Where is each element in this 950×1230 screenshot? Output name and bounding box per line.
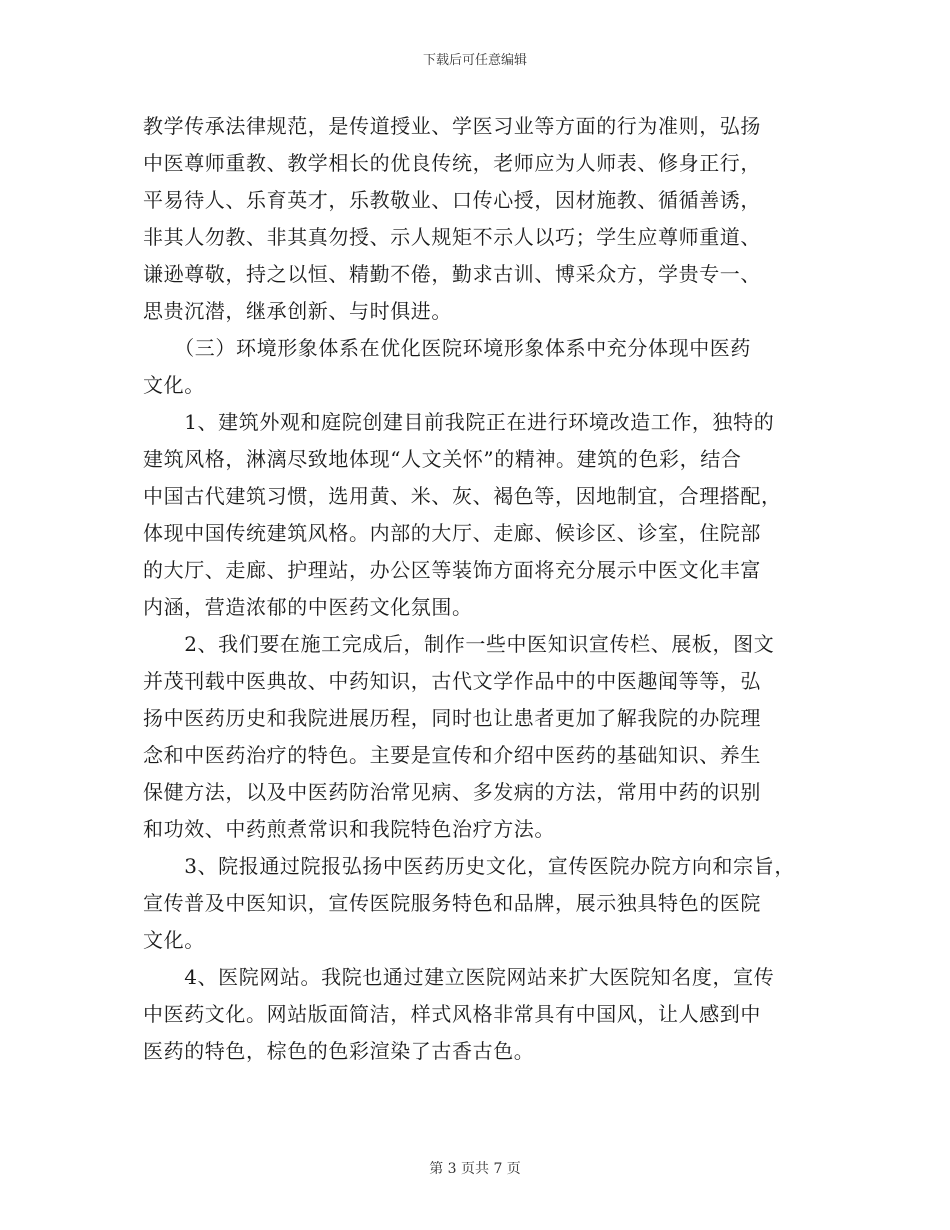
- text-line: 宣传普及中医知识，宣传医院服务特色和品牌，展示独具特色的医院: [143, 891, 761, 915]
- text-line: 医药的特色，棕色的色彩渲染了古香古色。: [143, 1039, 535, 1063]
- text-line: 非其人勿教、非其真勿授、示人规矩不示人以巧；学生应尊师重道、: [143, 225, 761, 249]
- section-heading-line: 文化。: [143, 373, 205, 397]
- page-number-footer: 第 3 页共 7 页: [429, 1161, 521, 1177]
- text-line: 中医尊师重教、教学相长的优良传统，老师应为人师表、修身正行，: [143, 151, 761, 175]
- page-header: 下载后可任意编辑: [422, 53, 527, 68]
- text-line: 建筑风格，淋漓尽致地体现“人文关怀”的精神。建筑的色彩，结合: [143, 447, 742, 471]
- text-line: 1、建筑外观和庭院创建目前我院正在进行环境改造工作，独特的: [143, 410, 775, 434]
- text-line: 保健方法，以及中医药防治常见病、多发病的方法，常用中药的识别: [143, 780, 761, 804]
- text-line: 平易待人、乐育英才，乐教敬业、口传心授，因材施教、循循善诱，: [143, 188, 761, 212]
- text-line: 中医药文化。网站版面简洁，样式风格非常具有中国风，让人感到中: [143, 1002, 761, 1026]
- document-body: [143, 108, 807, 1070]
- text-line: 4、医院网站。我院也通过建立医院网站来扩大医院知名度，宣传: [143, 965, 775, 989]
- text-line: 文化。: [143, 928, 205, 952]
- text-line: 谦逊尊敬，持之以恒、精勤不倦，勤求古训、博采众方，学贵专一、: [143, 262, 761, 286]
- text-line: 思贵沉潜，继承创新、与时俱进。: [143, 299, 452, 323]
- text-line: 内涵，营造浓郁的中医药文化氛围。: [143, 595, 473, 619]
- text-line: 教学传承法律规范，是传道授业、学医习业等方面的行为准则，弘扬: [143, 114, 761, 138]
- text-line: 念和中医药治疗的特色。主要是宣传和介绍中医药的基础知识、养生: [143, 743, 761, 767]
- text-line: 中国古代建筑习惯，选用黄、米、灰、褐色等，因地制宜，合理搭配，: [143, 484, 782, 508]
- text-line: 并茂刊载中医典故、中药知识，古代文学作品中的中医趣闻等等，弘: [143, 669, 761, 693]
- text-line: 和功效、中药煎煮常识和我院特色治疗方法。: [143, 817, 555, 841]
- text-line: 的大厅、走廊、护理站，办公区等装饰方面将充分展示中医文化丰富: [143, 558, 761, 582]
- text-line: 体现中国传统建筑风格。内部的大厅、走廊、候诊区、诊室，住院部: [143, 521, 761, 545]
- text-line: 2、我们要在施工完成后，制作一些中医知识宣传栏、展板，图文: [143, 632, 775, 656]
- text-line: 3、院报通过院报弘扬中医药历史文化，宣传医院办院方向和宗旨，: [143, 854, 795, 878]
- text-line: 扬中医药历史和我院进展历程，同时也让患者更加了解我院的办院理: [143, 706, 761, 730]
- section-heading-line: （三）环境形象体系在优化医院环境形象体系中充分体现中医药: [143, 336, 751, 360]
